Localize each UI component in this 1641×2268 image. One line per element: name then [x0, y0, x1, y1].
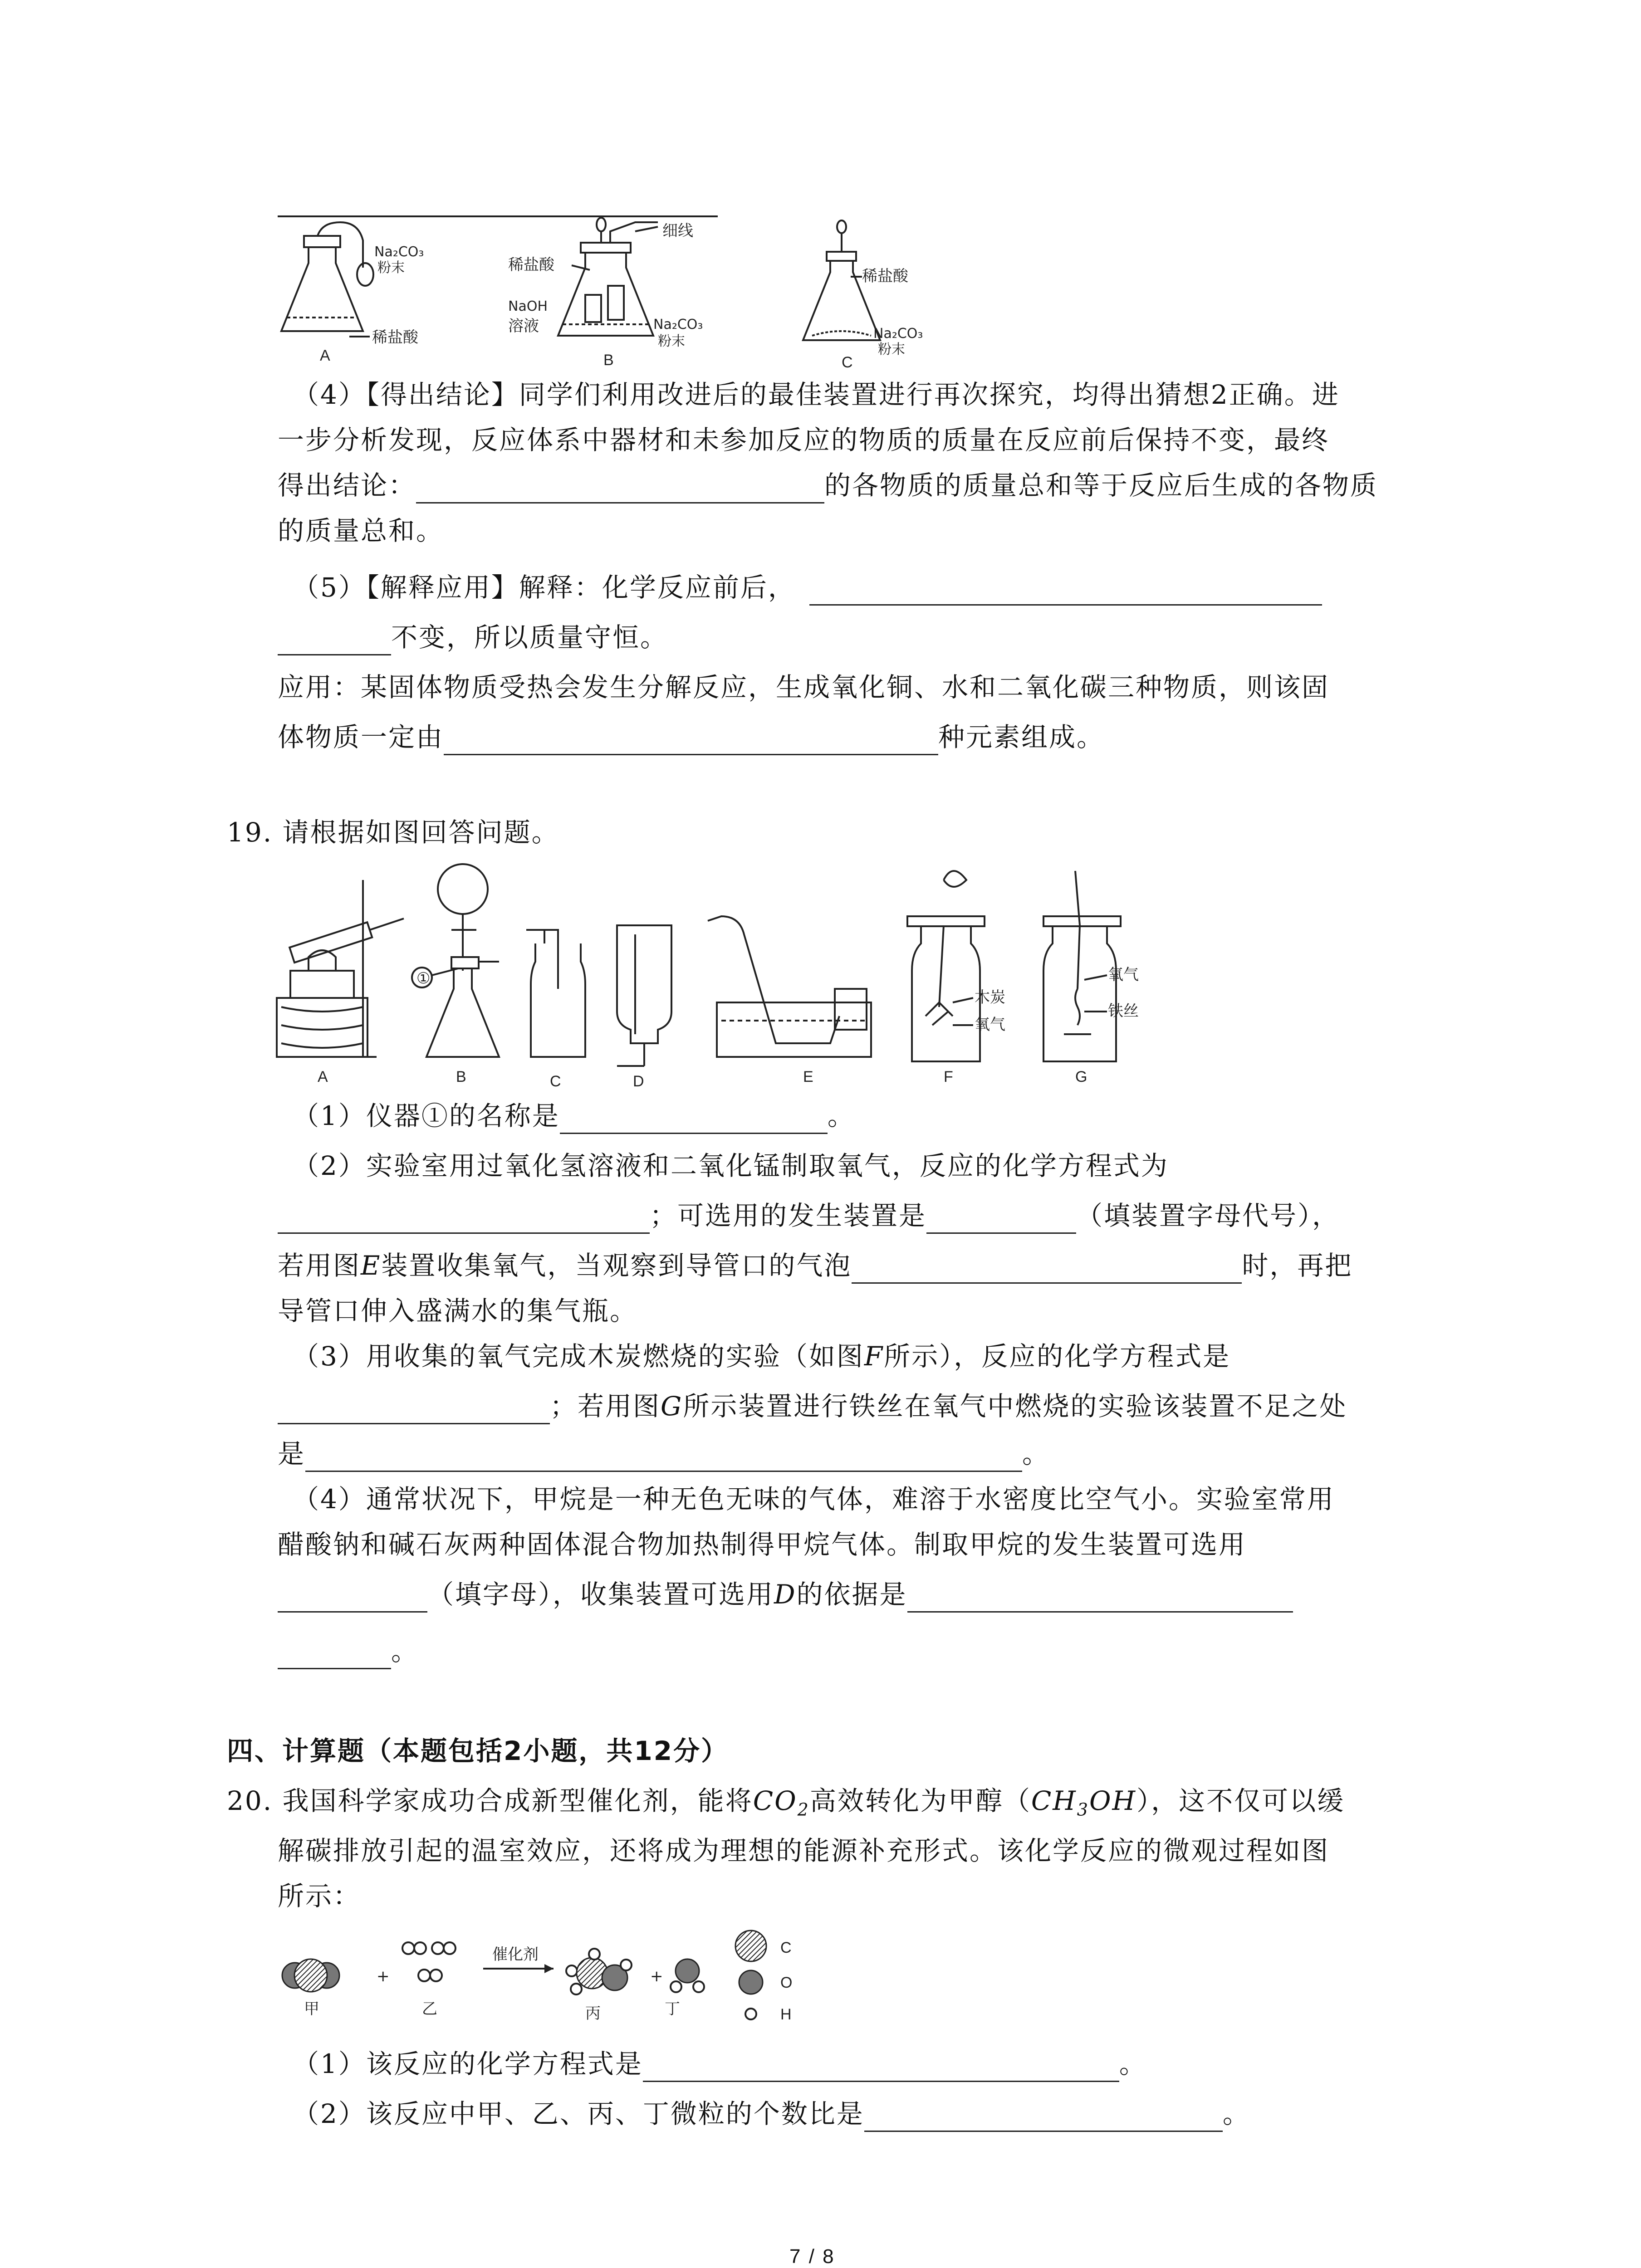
- q18-p4-line1: （4）【得出结论】同学们利用改进后的最佳装置进行再次探究，均得出猜想2正确。进: [293, 379, 1340, 410]
- q20-line2: 解碳排放引起的温室效应，还将成为理想的能源补充形式。该化学反应的微观过程如图: [278, 1835, 1330, 1866]
- q19-p4-line4-text: 。: [391, 1636, 419, 1667]
- apparatus-f: [907, 871, 1005, 1085]
- formula-co2: $CO_2$: [753, 1785, 810, 1820]
- q20-line1b: 高效转化为甲醇（: [809, 1785, 1031, 1816]
- label-d-19: D: [633, 1073, 644, 1090]
- answer-blank-deficiency[interactable]: [305, 1443, 1022, 1472]
- label-circle1: ①: [416, 969, 431, 987]
- q19-p2-line3a: 若用图: [278, 1250, 361, 1281]
- label-f-19: F: [944, 1068, 953, 1085]
- label-xiyansuan-b: 稀盐酸: [508, 256, 554, 274]
- q19-p1a: （1）仪器①的名称是: [293, 1100, 560, 1131]
- plus-1: +: [377, 1967, 390, 1985]
- label-jia: 甲: [304, 2000, 319, 2018]
- q18-p5-line2-text: 不变，所以质量守恒。: [391, 622, 668, 653]
- label-yangqi-f: 氧气: [975, 1016, 1005, 1034]
- plus-2: +: [650, 1967, 663, 1985]
- molecule-jia: [282, 1959, 339, 2018]
- q19-p3-line2b: 所示装置进行铁丝在氧气中燃烧的实验该装置不足之处: [683, 1391, 1347, 1422]
- label-na2co3-c: Na₂CO₃: [873, 326, 923, 342]
- label-c: C: [842, 354, 853, 371]
- answer-blank-ratio[interactable]: [864, 2103, 1223, 2132]
- q19-p1b: 。: [827, 1100, 855, 1131]
- label-yangqi-g: 氧气: [1108, 966, 1139, 984]
- q18-p4-line4: 的质量总和。: [278, 515, 444, 546]
- label-b-19: B: [456, 1068, 466, 1085]
- label-yi: 乙: [422, 2000, 437, 2018]
- label-b: B: [603, 352, 614, 369]
- q19-p3-line2-g: G: [661, 1391, 683, 1422]
- q19-p3-line3a: 是: [278, 1438, 306, 1469]
- section-4-title: 四、计算题（本题包括2小题，共12分）: [227, 1735, 729, 1766]
- q19-stem: 19. 请根据如图回答问题。: [227, 817, 559, 848]
- apparatus-d: [617, 925, 671, 1090]
- q20-line1a: 20. 我国科学家成功合成新型催化剂，能将: [227, 1785, 753, 1816]
- q19-p2-line4: 导管口伸入盛满水的集气瓶。: [278, 1295, 638, 1326]
- apparatus-c: [526, 930, 585, 1090]
- label-rongye: 溶液: [508, 317, 539, 335]
- q19-p2-line2: [278, 1198, 1340, 1234]
- top-rule: [278, 215, 718, 217]
- q19-p4-line3-d: D: [774, 1579, 797, 1610]
- q18-p5-line1a: （5）【解释应用】解释：化学反应前后，: [293, 572, 796, 603]
- label-bing: 丙: [585, 2004, 601, 2023]
- answer-blank-invariant[interactable]: [809, 577, 1322, 606]
- label-g-19: G: [1075, 1068, 1087, 1085]
- q20-p2: [293, 2096, 1250, 2132]
- q19-p2-line3c: 时，再把: [1242, 1250, 1353, 1281]
- label-a: A: [320, 347, 330, 364]
- legend-h: H: [780, 2006, 792, 2023]
- q19-p4-line3a: （填字母），收集装置可选用: [427, 1579, 774, 1610]
- q19-p2-line2a: ；可选用的发生装置是: [650, 1200, 927, 1231]
- answer-blank-bubble[interactable]: [852, 1255, 1242, 1284]
- reaction-arrow: [483, 1945, 554, 1973]
- q19-p3-line1-f: F: [864, 1341, 884, 1372]
- q19-p3-line2: [278, 1388, 1347, 1424]
- q20-p1a: （1）该反应的化学方程式是: [293, 2048, 643, 2079]
- q19-p1: [293, 1098, 855, 1134]
- atom-legend: [735, 1931, 792, 2023]
- legend-c: C: [780, 1939, 792, 1956]
- label-c-19: C: [550, 1073, 561, 1090]
- molecule-yi: [402, 1942, 456, 2018]
- q20-p1b: 。: [1119, 2048, 1147, 2079]
- q19-p4-line4: [278, 1633, 419, 1669]
- q20-p1: [293, 2046, 1147, 2082]
- q18-p5-line4a: 体物质一定由: [278, 722, 444, 753]
- answer-blank-equation-o2[interactable]: [278, 1205, 650, 1234]
- q19-p4-line2: 醋酸钠和碱石灰两种固体混合物加热制得甲烷气体。制取甲烷的发生装置可选用: [278, 1529, 1247, 1560]
- page-number: 7 / 8: [789, 2245, 835, 2268]
- q19-p3-line2a: ；若用图: [550, 1391, 661, 1422]
- q20-p2b: 。: [1222, 2098, 1250, 2129]
- apparatus-a: [277, 880, 404, 1085]
- label-fenmo-a: 粉末: [377, 260, 405, 276]
- q19-p4-line1: （4）通常状况下，甲烷是一种无色无味的气体，难溶于水密度比空气小。实验室常用: [293, 1484, 1335, 1515]
- label-a-19: A: [318, 1068, 328, 1085]
- molecule-bing: [566, 1949, 632, 2023]
- answer-blank-basis[interactable]: [907, 1584, 1293, 1613]
- answer-blank-invariant-cont[interactable]: [278, 627, 391, 655]
- q19-p2-line2b: （填装置字母代号），: [1076, 1200, 1340, 1231]
- q19-p3-line3: [278, 1436, 1050, 1472]
- label-na2co3-a: Na₂CO₃: [374, 244, 424, 260]
- apparatus-e: [708, 916, 871, 1085]
- q19-apparatus-figure: [272, 853, 1139, 1090]
- apparatus-b: [412, 864, 499, 1085]
- label-xiyansuan-a: 稀盐酸: [372, 328, 418, 347]
- q20-reaction-figure: [277, 1923, 867, 2032]
- formula-ch3oh: $CH_3OH$: [1031, 1785, 1137, 1820]
- answer-blank-equation-c[interactable]: [278, 1396, 550, 1424]
- q18-p5-line2: [278, 619, 668, 655]
- q19-p2-line1: （2）实验室用过氧化氢溶液和二氧化锰制取氧气，反应的化学方程式为: [293, 1150, 1169, 1181]
- q18-p4-line3a: 得出结论：: [278, 470, 416, 501]
- q19-p2-line3b: 装置收集氧气，当观察到导管口的气泡: [381, 1250, 852, 1281]
- label-fenmo-b: 粉末: [658, 333, 685, 349]
- q18-p5-line3: 应用：某固体物质受热会发生分解反应，生成氧化铜、水和二氧化碳三种物质，则该固: [278, 672, 1330, 703]
- q20-line1c: ），这不仅可以缓: [1136, 1785, 1345, 1816]
- q18-apparatus-figure: [272, 218, 998, 372]
- q19-p2-line3-e: E: [361, 1250, 382, 1281]
- molecule-ding: [665, 1959, 704, 2018]
- legend-o: O: [780, 1974, 793, 1991]
- q18-p4-line2: 一步分析发现，反应体系中器材和未参加反应的物质的质量在反应前后保持不变，最终: [278, 425, 1330, 455]
- q20-p2a: （2）该反应中甲、乙、丙、丁微粒的个数比是: [293, 2098, 864, 2129]
- answer-blank-conclusion[interactable]: [416, 475, 824, 503]
- flask-a: [281, 222, 424, 364]
- answer-blank-basis-cont[interactable]: [278, 1641, 391, 1669]
- flask-b: [508, 218, 703, 369]
- label-tiesi: 铁丝: [1108, 1002, 1139, 1020]
- label-xixian: 细线: [662, 222, 693, 240]
- label-fenmo-c: 粉末: [878, 342, 905, 357]
- q19-p3-line1b: 所示），反应的化学方程式是: [884, 1341, 1231, 1372]
- label-xiyansuan-c: 稀盐酸: [862, 267, 908, 285]
- label-ding: 丁: [665, 2000, 680, 2018]
- answer-blank-generator[interactable]: [926, 1205, 1076, 1234]
- flask-c: [803, 220, 923, 371]
- apparatus-g: [1043, 871, 1139, 1085]
- q19-p2-line3: [278, 1247, 1352, 1284]
- q19-p3-line1: [293, 1338, 1230, 1374]
- q18-p4-line3b: 的各物质的质量总和等于反应后生成的各物质: [824, 470, 1378, 501]
- q19-p4-line3b: 的依据是: [796, 1579, 907, 1610]
- label-naoh: NaOH: [508, 298, 548, 314]
- label-na2co3-b: Na₂CO₃: [653, 317, 703, 332]
- q18-p5-line1: [293, 569, 1322, 606]
- label-catalyst: 催化剂: [492, 1945, 539, 1964]
- label-mutan: 木炭: [975, 988, 1005, 1007]
- q19-p3-line1a: （3）用收集的氧气完成木炭燃烧的实验（如图: [293, 1341, 864, 1372]
- q19-p3-line3b: 。: [1022, 1438, 1050, 1469]
- q18-p4-line3: [278, 467, 1378, 503]
- answer-blank-instrument[interactable]: [560, 1105, 828, 1134]
- q18-p5-line4b: 种元素组成。: [938, 722, 1105, 753]
- label-e-19: E: [803, 1068, 813, 1085]
- q19-p4-line3: [278, 1576, 1293, 1613]
- answer-blank-elements[interactable]: [444, 727, 938, 755]
- answer-blank-methane-generator[interactable]: [278, 1584, 427, 1613]
- q18-p5-line4: [278, 719, 1104, 755]
- answer-blank-equation-methanol[interactable]: [643, 2053, 1119, 2082]
- q20-line1: [227, 1783, 1345, 1828]
- q20-line3: 所示：: [278, 1881, 361, 1911]
